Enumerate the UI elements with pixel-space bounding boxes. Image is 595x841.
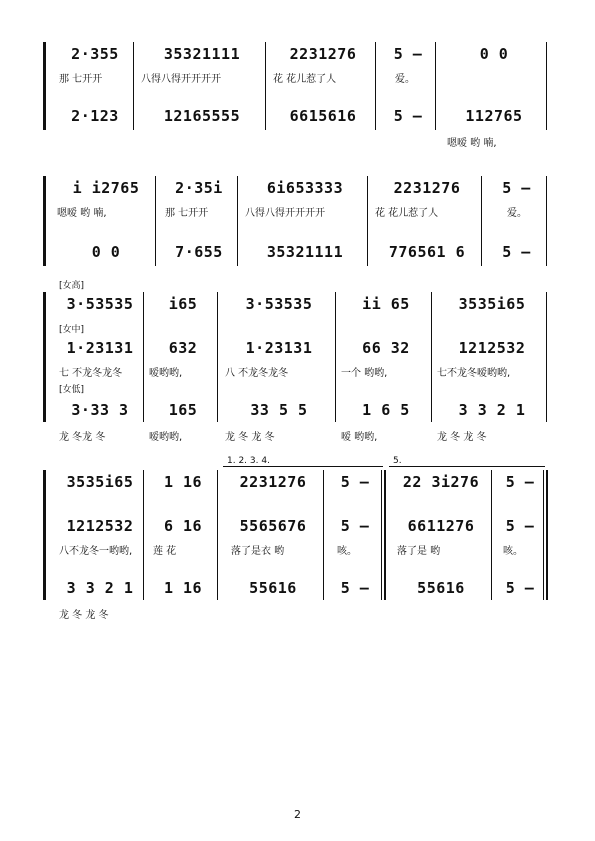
lyric: 八得八得开开开开 [141,73,221,85]
staff-row-1 [57,42,548,66]
lyric: 咳。 [503,545,523,557]
measure: 1·23131 [245,339,313,357]
measure: 1212532 [458,339,526,357]
lyric: 咳。 [337,545,357,557]
staff-row-2 [57,336,548,360]
lyric: 龙 冬龙 冬 [59,431,106,443]
measure: 3535i65 [66,473,134,491]
lyric: 落了是衣 哟 [231,545,285,557]
measure: 2231276 [393,179,461,197]
lyric: 落了是 哟 [397,545,441,557]
measure: 6 16 [163,517,203,535]
lyric: 嗳哟哟, [149,431,183,443]
measure: 3·53535 [245,295,313,313]
page-number: 2 [294,808,301,821]
measure: 112765 [465,107,523,125]
lyric: 龙 冬 龙 冬 [437,431,487,443]
measure: 55616 [417,579,465,597]
measure: 2231276 [289,45,357,63]
measure: 66 32 [362,339,410,357]
measure: 5 – [340,579,370,597]
voice-label-alto-high: [女高] [59,281,85,291]
measure: 12165555 [163,107,241,125]
measure: 0 0 [479,45,509,63]
measure: 776561 6 [388,243,466,261]
measure: 5565676 [239,517,307,535]
lyric: 那 七开开 [59,73,103,85]
measure: 632 [168,339,198,357]
measure: 6611276 [407,517,475,535]
staff-row-1 [57,176,548,200]
lyric: 嗯嗳 哟 喃, [57,207,107,219]
measure: 22 3i276 [402,473,480,491]
lyric: 八得八得开开开开 [245,207,325,219]
lyric: 爱。 [507,207,527,219]
measure: 165 [168,401,198,419]
staff-row-3 [57,576,548,600]
system-bracket [43,470,46,600]
lyric: 爱。 [395,73,415,85]
measure: 35321111 [266,243,344,261]
staff-row-1 [57,470,548,494]
measure: 35321111 [163,45,241,63]
measure: 5 – [502,179,531,197]
lyric: 一个 哟哟, [341,367,388,379]
lyric: 七不龙冬嗳哟哟, [437,367,511,379]
measure: 5 – [393,107,423,125]
volta-2-label: 5. [393,456,402,466]
voice-label-alto-mid: [女中] [59,325,85,335]
measure: 1 6 5 [362,401,410,419]
system-4 [45,456,548,621]
measure: 33 5 5 [250,401,308,419]
staff-row-2 [57,104,548,128]
measure: ii 65 [362,295,410,313]
measure: 5 – [340,473,370,491]
lyric: 那 七开开 [165,207,209,219]
staff-row-3 [57,398,548,422]
lyric: 嗳 哟哟, [341,431,378,443]
voice-label-alto-low: [女低] [59,385,85,395]
measure: 3 3 2 1 [458,401,526,419]
measure: 1212532 [66,517,134,535]
measure: 0 0 [91,243,121,261]
lyric: 花 花儿惹了人 [273,73,337,85]
lyric: 龙 冬 龙 冬 [225,431,275,443]
system-3 [45,281,548,443]
system-2 [45,176,548,268]
staff-row-1 [57,292,548,316]
measure: 5 – [505,473,535,491]
staff-row-2 [57,240,548,264]
measure: 3 3 2 1 [66,579,134,597]
system-bracket [43,292,46,422]
measure: 1·23131 [66,339,134,357]
lyric: 花 花儿惹了人 [375,207,439,219]
measure: 5 – [505,517,535,535]
measure: 3·33 3 [71,401,129,419]
measure: 2231276 [239,473,307,491]
lyric: 嗯嗳 哟 喃, [447,137,497,149]
measure: 2·123 [71,107,119,125]
measure: i65 [168,295,198,313]
system-bracket [43,176,46,266]
measure: 2·35i [175,179,223,197]
volta-1-label: 1. 2. 3. 4. [227,456,270,466]
measure: i i2765 [72,179,140,197]
lyric: 莲 花 [153,545,177,557]
measure: 1 16 [163,473,203,491]
lyric: 七 不龙冬龙冬 [59,367,123,379]
measure: 7·655 [175,243,223,261]
lyric: 八 不龙冬龙冬 [225,367,289,379]
measure: 6i653333 [266,179,344,197]
measure: 2·355 [71,45,119,63]
measure: 6615616 [289,107,357,125]
measure: 3535i65 [458,295,526,313]
measure: 3·53535 [66,295,134,313]
lyric: 龙 冬 龙 冬 [59,609,109,621]
measure: 5 – [505,579,535,597]
volta-1-bracket [223,466,383,467]
measure: 5 – [340,517,370,535]
measure: 55616 [249,579,297,597]
lyric: 八不龙冬一哟哟, [59,545,133,557]
system-bracket [43,42,46,130]
measure: 1 16 [163,579,203,597]
system-1 [45,42,548,149]
measure: 5 – [502,243,531,261]
volta-2-bracket [389,466,545,467]
lyric: 嗳哟哟, [149,367,183,379]
measure: 5 – [393,45,423,63]
staff-row-2 [57,514,548,538]
